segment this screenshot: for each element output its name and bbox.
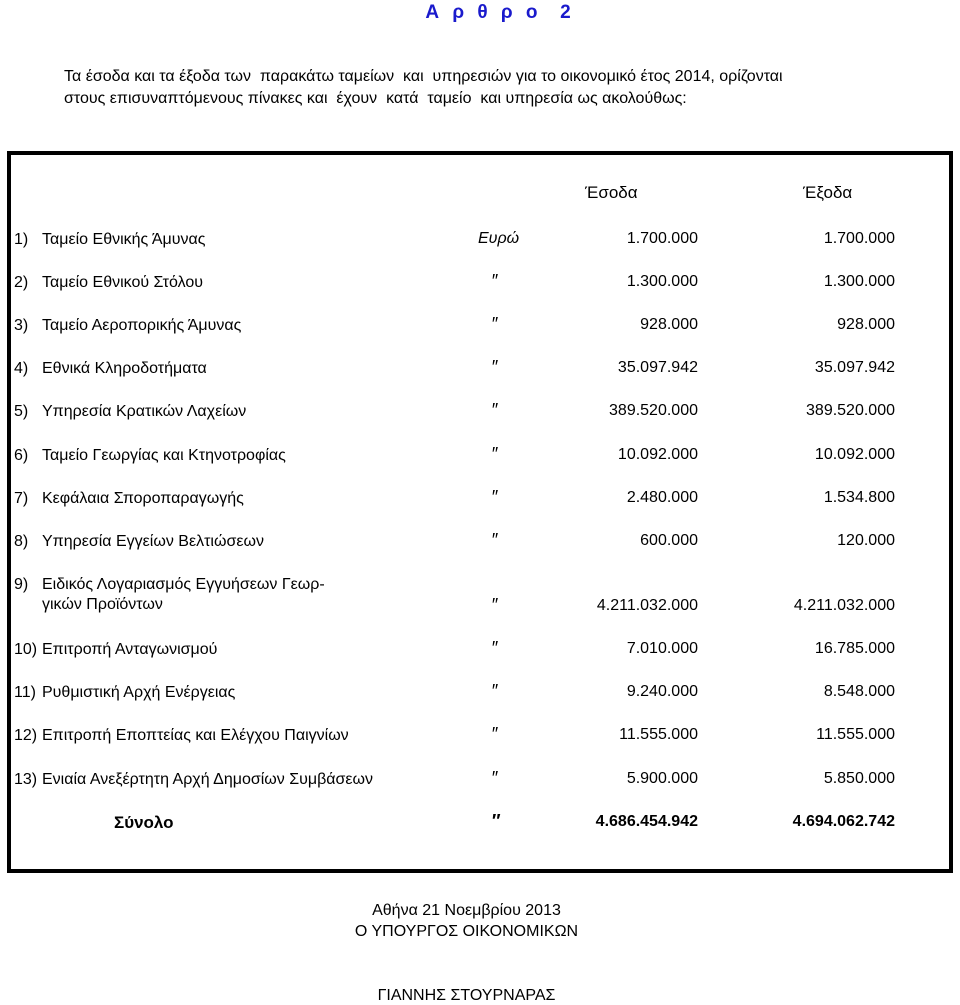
total-label: Σύνολο — [114, 813, 174, 832]
income-value: 928.000 — [640, 316, 698, 333]
expense-value: 8.548.000 — [823, 683, 895, 700]
row-number: 10) — [14, 641, 38, 658]
intro-paragraph — [64, 66, 924, 110]
row-label — [14, 230, 205, 250]
ditto-mark: ″ — [491, 724, 498, 744]
row-label — [14, 726, 349, 746]
budget-table-frame — [7, 151, 953, 873]
expense-value: 4.211.032.000 — [793, 597, 895, 614]
place-date: Αθήνα 21 Νοεμβρίου 2013 — [372, 902, 561, 919]
expense-value: 120.000 — [837, 532, 895, 549]
ditto-mark: ″ — [491, 638, 498, 658]
row-number: 7) — [14, 490, 29, 507]
ditto-mark: ″ — [491, 768, 498, 788]
row-number: 13) — [14, 771, 38, 788]
income-value: 35.097.942 — [617, 359, 698, 376]
expense-value: 11.555.000 — [816, 726, 895, 743]
row-number: 6) — [14, 447, 29, 464]
article-title: Α ρ θ ρ ο 2 — [425, 2, 575, 23]
row-number: 11) — [14, 684, 36, 701]
ditto-mark: ″ — [491, 811, 500, 831]
header-income: Έσοδα — [585, 183, 638, 202]
row-number: 9) — [14, 576, 29, 593]
expense-value: 35.097.942 — [814, 359, 895, 376]
currency-unit: Ευρώ — [478, 230, 520, 247]
row-number: 2) — [14, 274, 29, 291]
expense-value: 10.092.000 — [814, 446, 895, 463]
ditto-mark: ″ — [491, 595, 498, 615]
header-expense: Έξοδα — [803, 183, 853, 202]
income-value: 600.000 — [640, 532, 698, 549]
ditto-mark: ″ — [491, 271, 498, 291]
row-name: Υπηρεσία Κρατικών Λαχείων — [42, 403, 247, 420]
income-value: 9.240.000 — [626, 683, 698, 700]
row-number: 1) — [14, 231, 29, 248]
income-value: 5.900.000 — [626, 770, 698, 787]
income-value: 389.520.000 — [609, 402, 698, 419]
ditto-mark: ″ — [491, 314, 498, 334]
intro-line-1: Τα έσοδα και τα έξοδα των παρακάτω ταμείων και υπηρεσιών για το οικονομικό έτος 2014, ορίζονται — [64, 68, 783, 85]
expense-value: 1.534.800 — [823, 489, 895, 506]
row-number: 5) — [14, 403, 29, 420]
intro-line-2: στους επισυναπτόμενους πίνακες και έχουν κατά ταμείο και υπηρεσία ως ακολούθως: — [64, 90, 687, 107]
income-value: 1.700.000 — [626, 230, 698, 247]
row-name: Υπηρεσία Εγγείων Βελτιώσεων — [42, 533, 264, 550]
income-value: 7.010.000 — [626, 640, 698, 657]
row-name: Ενιαία Ανεξέρτητη Αρχή Δημοσίων Συμβάσεων — [42, 771, 374, 788]
row-name: Επιτροπή Ανταγωνισμού — [42, 641, 218, 658]
row-label — [14, 770, 373, 790]
row-name: Ταμείο Εθνικής Άμυνας — [42, 231, 206, 248]
ditto-mark: ″ — [491, 444, 498, 464]
row-number: 4) — [14, 360, 29, 377]
ditto-mark: ″ — [491, 400, 498, 420]
row-name-continuation: γικών Προϊόντων — [42, 596, 163, 613]
row-name: Κεφάλαια Σποροπαραγωγής — [42, 490, 244, 507]
ministry-title: Ο ΥΠΟΥΡΓΟΣ ΟΙΚΟΝΟΜΙΚΩΝ — [354, 923, 579, 940]
ditto-mark: ″ — [491, 681, 498, 701]
row-label — [14, 273, 203, 293]
ditto-mark: ″ — [491, 487, 498, 507]
row-name: Ρυθμιστική Αρχή Ενέργειας — [42, 684, 236, 701]
expense-value: 1.700.000 — [823, 230, 895, 247]
row-name: Ειδικός Λογαριασμός Εγγυήσεων Γεωρ- — [42, 576, 325, 593]
row-label — [14, 446, 286, 466]
row-label — [14, 640, 217, 660]
income-value: 2.480.000 — [626, 489, 698, 506]
row-label — [14, 402, 246, 422]
row-number: 8) — [14, 533, 29, 550]
total-income: 4.686.454.942 — [595, 813, 698, 830]
expense-value: 1.300.000 — [823, 273, 895, 290]
row-label — [14, 575, 325, 615]
income-value: 11.555.000 — [619, 726, 698, 743]
expense-value: 5.850.000 — [823, 770, 895, 787]
row-name: Ταμείο Γεωργίας και Κτηνοτροφίας — [42, 447, 286, 464]
row-label — [14, 683, 235, 703]
row-name: Ταμείο Αεροπορικής Άμυνας — [42, 317, 242, 334]
signatory-name: ΓΙΑΝΝΗΣ ΣΤΟΥΡΝΑΡΑΣ — [377, 987, 556, 1004]
ditto-mark: ″ — [491, 357, 498, 377]
expense-value: 16.785.000 — [814, 640, 895, 657]
row-name: Εθνικά Κληροδοτήματα — [42, 360, 207, 377]
ditto-mark: ″ — [491, 530, 498, 550]
income-value: 1.300.000 — [626, 273, 698, 290]
income-value: 10.092.000 — [617, 446, 698, 463]
row-number: 3) — [14, 317, 29, 334]
row-label — [14, 359, 207, 379]
expense-value: 928.000 — [837, 316, 895, 333]
row-name: Ταμείο Εθνικού Στόλου — [42, 274, 203, 291]
income-value: 4.211.032.000 — [596, 597, 698, 614]
row-label — [14, 532, 264, 552]
row-label — [14, 489, 244, 509]
expense-value: 389.520.000 — [806, 402, 895, 419]
row-name: Επιτροπή Εποπτείας και Ελέγχου Παιγνίων — [42, 727, 349, 744]
total-expense: 4.694.062.742 — [792, 813, 895, 830]
row-number: 12) — [14, 727, 38, 744]
row-label — [14, 316, 241, 336]
